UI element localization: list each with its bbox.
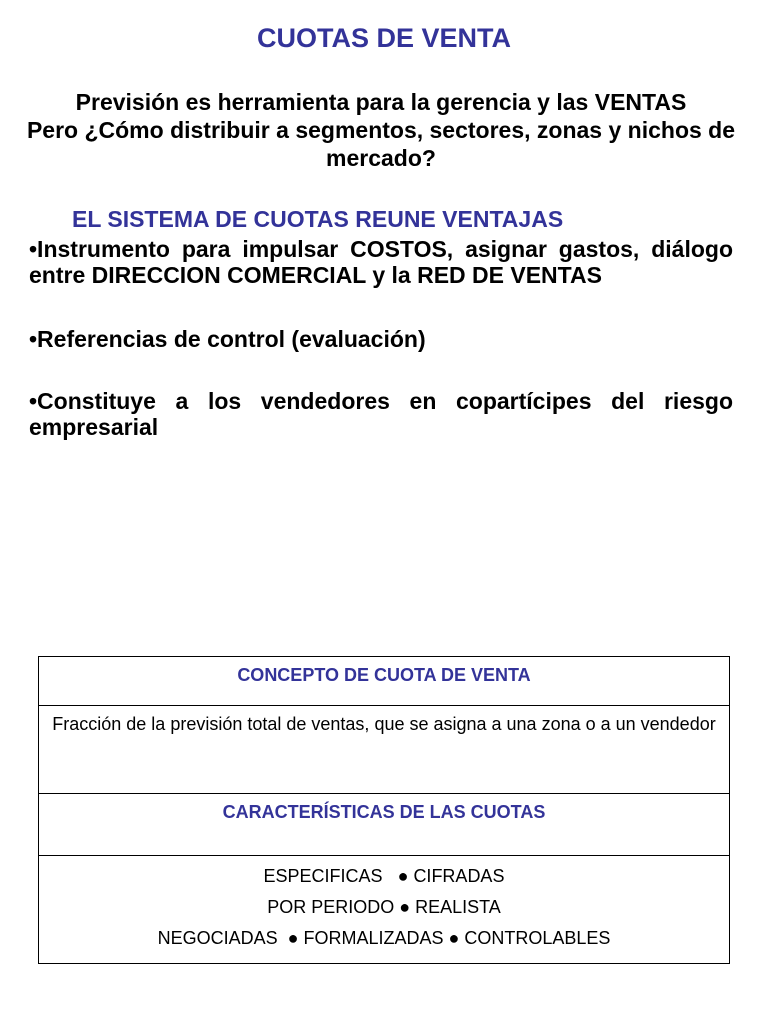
table-row <box>39 856 730 964</box>
table-row <box>39 657 730 706</box>
concept-heading-cell: CONCEPTO DE CUOTA DE VENTA <box>39 657 730 706</box>
table-row <box>39 706 730 794</box>
intro-line-1: Previsión es herramienta para la gerencia y las VENTAS <box>75 89 687 115</box>
intro-block <box>20 88 742 172</box>
characteristics-line: NEGOCIADAS ● FORMALIZADAS ● CONTROLABLES <box>157 928 611 948</box>
advantage-item: •Constituye a los vendedores en copartícipes del riesgo empresarial <box>29 388 733 440</box>
characteristics-cell <box>39 856 730 964</box>
page-title: CUOTAS DE VENTA <box>256 23 511 53</box>
advantage-item: •Referencias de control (evaluación) <box>29 326 426 352</box>
characteristics-heading-cell: CARACTERÍSTICAS DE LAS CUOTAS <box>39 794 730 856</box>
characteristics-line: POR PERIODO ● REALISTA <box>267 897 501 917</box>
table-row <box>39 794 730 856</box>
advantage-item: •Instrumento para impulsar COSTOS, asignar gastos, diálogo entre DIRECCION COMERCIAL y la RED DE VENTAS <box>29 236 733 288</box>
concept-definition-cell: Fracción de la previsión total de ventas, que se asigna a una zona o a un vendedor <box>39 706 730 794</box>
characteristics-line: ESPECIFICAS ● CIFRADAS <box>263 866 505 886</box>
advantages-list <box>29 236 733 440</box>
advantages-heading: EL SISTEMA DE CUOTAS REUNE VENTAJAS <box>72 206 564 232</box>
quota-concept-table <box>38 656 730 964</box>
intro-line-2: Pero ¿Cómo distribuir a segmentos, sectores, zonas y nichos de mercado? <box>26 117 736 171</box>
